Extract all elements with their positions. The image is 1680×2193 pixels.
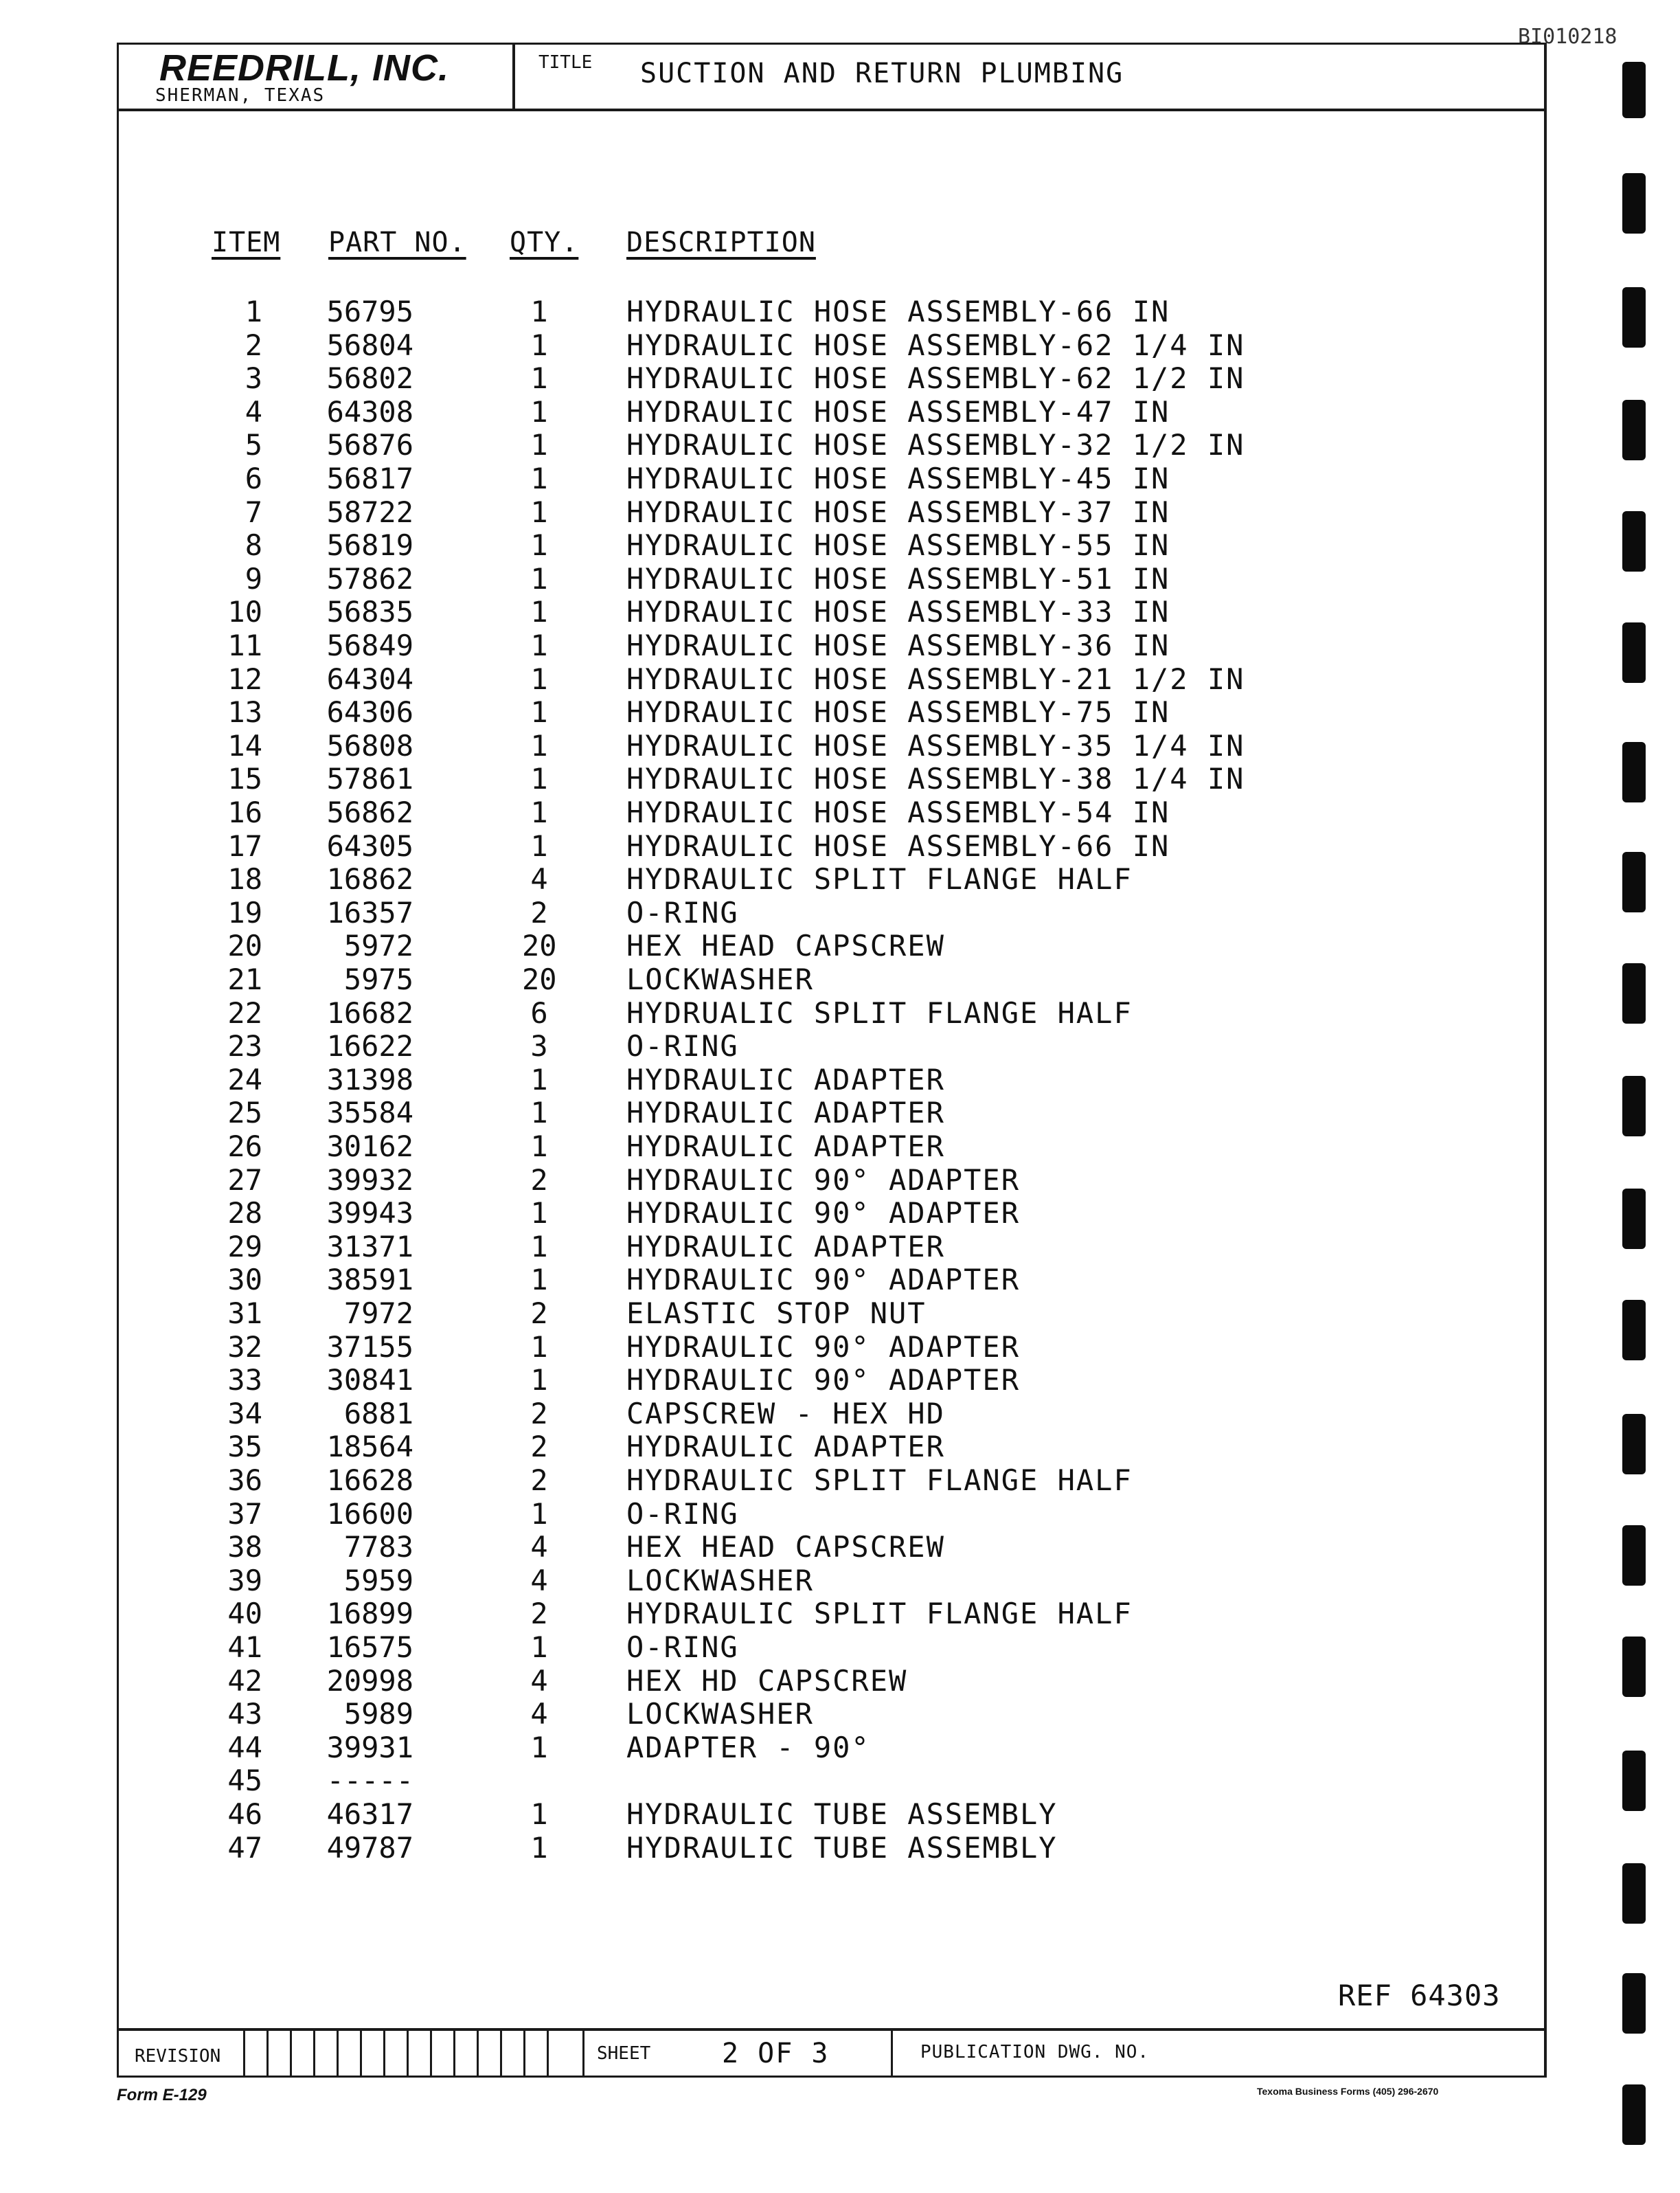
quantity: 4	[530, 862, 548, 896]
part-number: 46317	[326, 1797, 413, 1831]
part-number: 7783	[343, 1530, 413, 1564]
description: HEX HEAD CAPSCREW	[626, 1530, 945, 1564]
table-row	[0, 1498, 1680, 1531]
table-row	[0, 362, 1680, 395]
part-number: 5989	[343, 1697, 413, 1731]
binder-hole-mark	[1622, 1973, 1646, 2034]
description: HYDRAULIC 90° ADAPTER	[626, 1163, 1021, 1197]
description: HYDRAULIC TUBE ASSEMBLY	[626, 1831, 1058, 1865]
part-number: 58722	[326, 495, 413, 529]
revision-box	[266, 2031, 290, 2078]
quantity: 1	[530, 1831, 548, 1865]
description: HYDRAULIC 90° ADAPTER	[626, 1263, 1021, 1296]
item-number: 44	[227, 1731, 262, 1764]
part-number: 64308	[326, 395, 413, 429]
quantity: 1	[530, 1797, 548, 1831]
item-number: 21	[227, 963, 262, 996]
binder-hole-mark	[1622, 963, 1646, 1024]
description: HYDRAULIC HOSE ASSEMBLY-36 IN	[626, 629, 1170, 662]
table-row	[0, 1832, 1680, 1865]
description: ELASTIC STOP NUT	[626, 1296, 927, 1330]
part-number: -----	[326, 1764, 413, 1797]
description: HEX HEAD CAPSCREW	[626, 929, 945, 963]
part-number: 18564	[326, 1430, 413, 1463]
part-number: 57861	[326, 762, 413, 796]
binder-hole-mark	[1622, 400, 1646, 460]
table-row	[0, 897, 1680, 930]
part-number: 16357	[326, 896, 413, 930]
part-number: 16682	[326, 996, 413, 1030]
quantity: 1	[530, 1096, 548, 1129]
table-row	[0, 1698, 1680, 1731]
table-row	[0, 863, 1680, 896]
part-number: 39943	[326, 1196, 413, 1230]
description: CAPSCREW - HEX HD	[626, 1397, 945, 1430]
quantity: 1	[530, 295, 548, 328]
quantity: 1	[530, 829, 548, 863]
column-header-item: ITEM	[212, 227, 281, 258]
item-number: 18	[227, 862, 262, 896]
quantity: 1	[530, 1230, 548, 1263]
item-number: 19	[227, 896, 262, 930]
table-row	[0, 1164, 1680, 1197]
part-number: 5959	[343, 1564, 413, 1597]
part-number: 30162	[326, 1129, 413, 1163]
table-row	[0, 429, 1680, 462]
part-number: 64305	[326, 829, 413, 863]
binder-hole-mark	[1622, 1525, 1646, 1586]
description: HYDRAULIC SPLIT FLANGE HALF	[626, 1597, 1133, 1630]
column-header-part-no: PART NO.	[328, 227, 466, 258]
binder-hole-mark	[1622, 1863, 1646, 1924]
binder-hole-mark	[1622, 1076, 1646, 1136]
quantity: 1	[530, 629, 548, 662]
part-number: 7972	[343, 1296, 413, 1330]
quantity: 1	[530, 1497, 548, 1531]
item-number: 47	[227, 1831, 262, 1865]
part-number: 31371	[326, 1230, 413, 1263]
quantity: 2	[530, 1597, 548, 1630]
part-number: 16899	[326, 1597, 413, 1630]
table-row	[0, 1464, 1680, 1497]
table-row	[0, 329, 1680, 362]
table-row	[0, 1263, 1680, 1296]
table-row	[0, 1331, 1680, 1364]
item-number: 7	[245, 495, 262, 529]
binder-hole-mark	[1622, 1189, 1646, 1249]
sheet-cell	[582, 2031, 893, 2078]
quantity: 4	[530, 1564, 548, 1597]
revision-box	[360, 2031, 383, 2078]
table-row	[0, 1397, 1680, 1430]
item-number: 1	[245, 295, 262, 328]
table-row	[0, 1297, 1680, 1330]
publication-dwg-label: PUBLICATION DWG. NO.	[920, 2042, 1150, 2062]
item-number: 12	[227, 662, 262, 696]
part-number: 64306	[326, 695, 413, 729]
description: O-RING	[626, 1029, 739, 1063]
part-number: 16862	[326, 862, 413, 896]
quantity: 2	[530, 1296, 548, 1330]
quantity: 1	[530, 328, 548, 362]
item-number: 25	[227, 1096, 262, 1129]
quantity: 1	[530, 729, 548, 763]
description: HYDRAULIC HOSE ASSEMBLY-66 IN	[626, 295, 1170, 328]
description: HYDRAULIC HOSE ASSEMBLY-38 1/4 IN	[626, 762, 1245, 796]
revision-box	[453, 2031, 477, 2078]
item-number: 3	[245, 361, 262, 395]
description: HYDRAULIC 90° ADAPTER	[626, 1330, 1021, 1364]
quantity: 1	[530, 528, 548, 562]
part-number: 56849	[326, 629, 413, 662]
quantity: 1	[530, 361, 548, 395]
quantity: 1	[530, 562, 548, 596]
description: ADAPTER - 90°	[626, 1731, 870, 1764]
description: HYDRUALIC SPLIT FLANGE HALF	[626, 996, 1133, 1030]
binder-hole-mark	[1622, 173, 1646, 234]
description: HYDRAULIC ADAPTER	[626, 1230, 945, 1263]
table-row	[0, 462, 1680, 495]
footer-block	[117, 2028, 1547, 2078]
binder-hole-mark	[1622, 62, 1646, 118]
part-number: 35584	[326, 1096, 413, 1129]
description: HYDRAULIC ADAPTER	[626, 1430, 945, 1463]
description: HYDRAULIC HOSE ASSEMBLY-62 1/2 IN	[626, 361, 1245, 395]
quantity: 1	[530, 762, 548, 796]
description: HYDRAULIC HOSE ASSEMBLY-32 1/2 IN	[626, 428, 1245, 462]
table-row	[0, 563, 1680, 596]
part-number: 31398	[326, 1063, 413, 1096]
quantity: 20	[522, 963, 557, 996]
sheet-label: SHEET	[597, 2043, 651, 2064]
description: HYDRAULIC HOSE ASSEMBLY-21 1/2 IN	[626, 662, 1245, 696]
part-number: 5975	[343, 963, 413, 996]
form-number: Form E-129	[117, 2086, 207, 2104]
item-number: 5	[245, 428, 262, 462]
quantity: 6	[530, 996, 548, 1030]
table-row	[0, 396, 1680, 429]
table-row	[0, 1430, 1680, 1463]
description: HYDRAULIC ADAPTER	[626, 1129, 945, 1163]
quantity: 1	[530, 1196, 548, 1230]
description: HYDRAULIC ADAPTER	[626, 1096, 945, 1129]
part-number: 6881	[343, 1397, 413, 1430]
binder-hole-mark	[1622, 511, 1646, 572]
quantity: 1	[530, 495, 548, 529]
item-number: 37	[227, 1497, 262, 1531]
revision-box	[313, 2031, 337, 2078]
binder-hole-mark	[1622, 622, 1646, 683]
item-number: 35	[227, 1430, 262, 1463]
quantity: 2	[530, 1163, 548, 1197]
company-cell	[117, 43, 515, 109]
description: HYDRAULIC HOSE ASSEMBLY-35 1/4 IN	[626, 729, 1245, 763]
part-number: 5972	[343, 929, 413, 963]
table-row	[0, 1096, 1680, 1129]
table-row	[0, 1531, 1680, 1564]
description: LOCKWASHER	[626, 963, 814, 996]
item-number: 41	[227, 1630, 262, 1664]
quantity: 1	[530, 796, 548, 829]
table-row	[0, 1631, 1680, 1664]
table-row	[0, 1130, 1680, 1163]
item-number: 38	[227, 1530, 262, 1564]
title-label: TITLE	[538, 52, 593, 73]
description: HYDRAULIC SPLIT FLANGE HALF	[626, 862, 1133, 896]
quantity: 1	[530, 595, 548, 629]
revision-box	[290, 2031, 313, 2078]
sheet-number: 2 OF 3	[722, 2038, 830, 2069]
part-number: 39931	[326, 1731, 413, 1764]
item-number: 27	[227, 1163, 262, 1197]
quantity: 2	[530, 1430, 548, 1463]
table-row	[0, 1364, 1680, 1397]
item-number: 40	[227, 1597, 262, 1630]
part-number: 56817	[326, 462, 413, 495]
part-number: 56862	[326, 796, 413, 829]
item-number: 45	[227, 1764, 262, 1797]
description: O-RING	[626, 896, 739, 930]
table-row	[0, 1230, 1680, 1263]
revision-box	[407, 2031, 430, 2078]
item-number: 26	[227, 1129, 262, 1163]
description: O-RING	[626, 1630, 739, 1664]
table-row	[0, 997, 1680, 1030]
table-row	[0, 830, 1680, 863]
document-id: BI010218	[1518, 25, 1617, 49]
description: HYDRAULIC HOSE ASSEMBLY-54 IN	[626, 796, 1170, 829]
description: HEX HD CAPSCREW	[626, 1664, 908, 1698]
item-number: 29	[227, 1230, 262, 1263]
table-row	[0, 1597, 1680, 1630]
quantity: 1	[530, 462, 548, 495]
quantity: 1	[530, 1263, 548, 1296]
item-number: 32	[227, 1330, 262, 1364]
table-row	[0, 1798, 1680, 1831]
company-name: REEDRILL, INC.	[159, 47, 450, 89]
revision-box	[477, 2031, 500, 2078]
description: HYDRAULIC HOSE ASSEMBLY-37 IN	[626, 495, 1170, 529]
table-row	[0, 1764, 1680, 1797]
quantity: 1	[530, 1363, 548, 1397]
description: LOCKWASHER	[626, 1697, 814, 1731]
table-row	[0, 295, 1680, 328]
part-number: 64304	[326, 662, 413, 696]
item-number: 28	[227, 1196, 262, 1230]
item-number: 13	[227, 695, 262, 729]
quantity: 2	[530, 1397, 548, 1430]
quantity: 1	[530, 1731, 548, 1764]
binder-hole-mark	[1622, 287, 1646, 348]
table-row	[0, 529, 1680, 562]
item-number: 2	[245, 328, 262, 362]
part-number: 57862	[326, 562, 413, 596]
item-number: 20	[227, 929, 262, 963]
quantity: 2	[530, 896, 548, 930]
item-number: 24	[227, 1063, 262, 1096]
description: HYDRAULIC SPLIT FLANGE HALF	[626, 1463, 1133, 1497]
item-number: 14	[227, 729, 262, 763]
parts-table-header	[0, 227, 1680, 268]
table-row	[0, 1030, 1680, 1063]
binder-hole-mark	[1622, 2084, 1646, 2145]
item-number: 31	[227, 1296, 262, 1330]
item-number: 22	[227, 996, 262, 1030]
column-header-description: DESCRIPTION	[626, 227, 816, 258]
printer-imprint: Texoma Business Forms (405) 296-2670	[1257, 2086, 1439, 2097]
item-number: 9	[245, 562, 262, 596]
item-number: 43	[227, 1697, 262, 1731]
table-row	[0, 763, 1680, 796]
quantity: 1	[530, 428, 548, 462]
revision-box	[523, 2031, 547, 2078]
item-number: 34	[227, 1397, 262, 1430]
column-header-qty: QTY.	[510, 227, 579, 258]
revision-box	[500, 2031, 523, 2078]
part-number: 56804	[326, 328, 413, 362]
part-number: 30841	[326, 1363, 413, 1397]
item-number: 42	[227, 1664, 262, 1698]
description: HYDRAULIC ADAPTER	[626, 1063, 945, 1096]
item-number: 33	[227, 1363, 262, 1397]
item-number: 39	[227, 1564, 262, 1597]
table-row	[0, 1064, 1680, 1096]
table-row	[0, 963, 1680, 996]
description: O-RING	[626, 1497, 739, 1531]
item-number: 4	[245, 395, 262, 429]
description: HYDRAULIC TUBE ASSEMBLY	[626, 1797, 1058, 1831]
binder-hole-mark	[1622, 1300, 1646, 1360]
revision-box	[430, 2031, 453, 2078]
table-row	[0, 730, 1680, 763]
item-number: 15	[227, 762, 262, 796]
table-row	[0, 1665, 1680, 1698]
revision-box	[383, 2031, 407, 2078]
table-row	[0, 663, 1680, 696]
item-number: 11	[227, 629, 262, 662]
quantity: 1	[530, 1330, 548, 1364]
part-number: 56808	[326, 729, 413, 763]
item-number: 16	[227, 796, 262, 829]
item-number: 6	[245, 462, 262, 495]
binder-hole-mark	[1622, 1751, 1646, 1811]
table-row	[0, 496, 1680, 529]
part-number: 49787	[326, 1831, 413, 1865]
description: HYDRAULIC 90° ADAPTER	[626, 1196, 1021, 1230]
item-number: 46	[227, 1797, 262, 1831]
table-row	[0, 796, 1680, 829]
quantity: 20	[522, 929, 557, 963]
quantity: 1	[530, 1630, 548, 1664]
binder-hole-mark	[1622, 1637, 1646, 1697]
company-location: SHERMAN, TEXAS	[155, 85, 326, 106]
item-number: 8	[245, 528, 262, 562]
quantity: 3	[530, 1029, 548, 1063]
binder-hole-mark	[1622, 852, 1646, 912]
description: HYDRAULIC HOSE ASSEMBLY-33 IN	[626, 595, 1170, 629]
description: HYDRAULIC HOSE ASSEMBLY-45 IN	[626, 462, 1170, 495]
description: HYDRAULIC HOSE ASSEMBLY-75 IN	[626, 695, 1170, 729]
table-row	[0, 696, 1680, 729]
part-number: 56802	[326, 361, 413, 395]
table-row	[0, 1197, 1680, 1230]
binder-hole-mark	[1622, 742, 1646, 802]
table-row	[0, 1731, 1680, 1764]
description: LOCKWASHER	[626, 1564, 814, 1597]
part-number: 16622	[326, 1029, 413, 1063]
table-row	[0, 930, 1680, 963]
title-block	[117, 43, 1547, 111]
description: HYDRAULIC HOSE ASSEMBLY-66 IN	[626, 829, 1170, 863]
item-number: 17	[227, 829, 262, 863]
quantity: 1	[530, 395, 548, 429]
revision-label: REVISION	[135, 2046, 221, 2067]
table-row	[0, 629, 1680, 662]
item-number: 23	[227, 1029, 262, 1063]
part-number: 16575	[326, 1630, 413, 1664]
page-title: SUCTION AND RETURN PLUMBING	[640, 58, 1124, 89]
part-number: 56819	[326, 528, 413, 562]
table-row	[0, 596, 1680, 629]
quantity: 1	[530, 1063, 548, 1096]
description: HYDRAULIC HOSE ASSEMBLY-62 1/4 IN	[626, 328, 1245, 362]
part-number: 38591	[326, 1263, 413, 1296]
quantity: 1	[530, 695, 548, 729]
item-number: 30	[227, 1263, 262, 1296]
table-row	[0, 1564, 1680, 1597]
part-number: 56795	[326, 295, 413, 328]
part-number: 16628	[326, 1463, 413, 1497]
quantity: 4	[530, 1664, 548, 1698]
description: HYDRAULIC HOSE ASSEMBLY-55 IN	[626, 528, 1170, 562]
quantity: 2	[530, 1463, 548, 1497]
item-number: 36	[227, 1463, 262, 1497]
revision-box	[337, 2031, 360, 2078]
description: HYDRAULIC HOSE ASSEMBLY-47 IN	[626, 395, 1170, 429]
quantity: 1	[530, 1129, 548, 1163]
part-number: 56835	[326, 595, 413, 629]
quantity: 4	[530, 1697, 548, 1731]
part-number: 20998	[326, 1664, 413, 1698]
part-number: 39932	[326, 1163, 413, 1197]
part-number: 16600	[326, 1497, 413, 1531]
revision-box	[243, 2031, 266, 2078]
quantity: 1	[530, 662, 548, 696]
reference-number: REF 64303	[1338, 1979, 1501, 2012]
revision-box	[547, 2031, 570, 2078]
description: HYDRAULIC 90° ADAPTER	[626, 1363, 1021, 1397]
part-number: 37155	[326, 1330, 413, 1364]
item-number: 10	[227, 595, 262, 629]
part-number: 56876	[326, 428, 413, 462]
quantity: 4	[530, 1530, 548, 1564]
description: HYDRAULIC HOSE ASSEMBLY-51 IN	[626, 562, 1170, 596]
binder-hole-mark	[1622, 1414, 1646, 1474]
